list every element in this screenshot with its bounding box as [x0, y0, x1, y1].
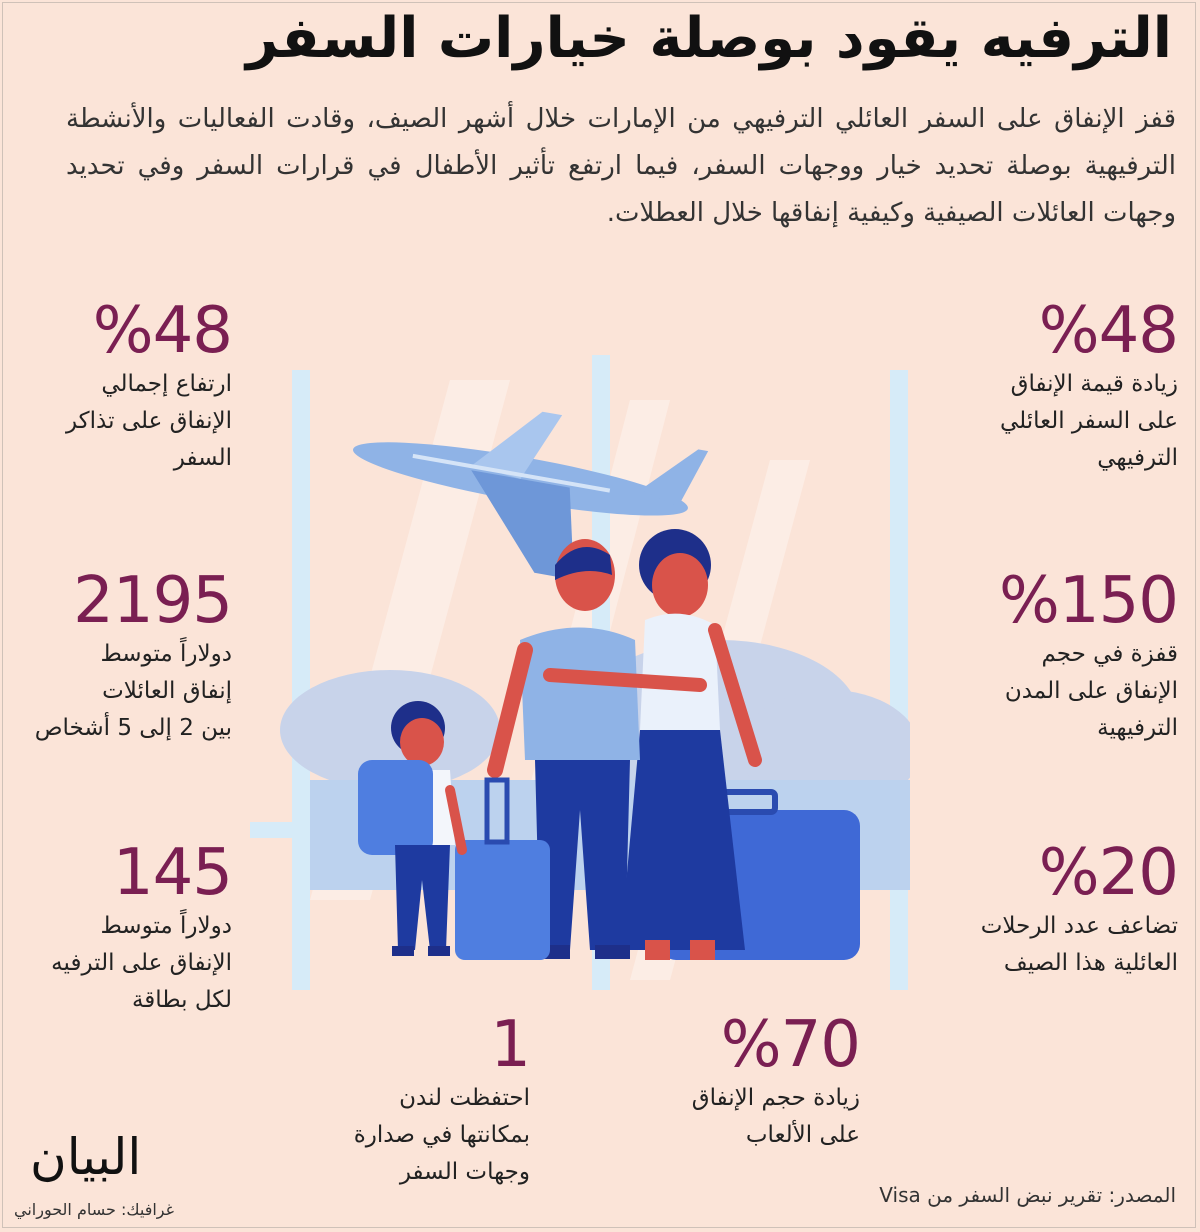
stat-number: %48: [1038, 294, 1178, 368]
stat-family-trips: [981, 838, 1178, 982]
graphic-credit: غرافيك: حسام الحوراني: [14, 1200, 174, 1219]
stat-average-family-spending: [0, 566, 232, 747]
stat-games-spending: [692, 1010, 860, 1154]
page-title: الترفيه يقود بوصلة خيارات السفر: [246, 6, 1172, 71]
window-post-left: [292, 370, 310, 990]
stat-number: 145: [112, 836, 232, 910]
stat-number: %20: [1038, 836, 1178, 910]
small-suitcase: [455, 840, 550, 960]
stat-number: %48: [92, 294, 232, 368]
stat-description: تضاعف عدد الرحلات العائلية هذا الصيف: [980, 913, 1178, 976]
stat-number: 2195: [73, 564, 232, 638]
window-post-right: [890, 370, 908, 990]
stat-description: زيادة قيمة الإنفاق على السفر العائلي الترفيهي: [999, 371, 1178, 471]
stat-ticket-spending: [0, 296, 232, 477]
stat-description: زيادة حجم الإنفاق على الألعاب: [691, 1085, 860, 1148]
stat-description: قفزة في حجم الإنفاق على المدن الترفيهية: [1004, 641, 1178, 741]
backpack: [358, 760, 433, 855]
source-note: المصدر: تقرير نبض السفر من Visa: [879, 1183, 1176, 1207]
stat-number: 1: [490, 1008, 530, 1082]
stat-description: احتفظت لندن بمكانتها في صدارة وجهات السفر: [353, 1085, 530, 1185]
stat-entertainment-cities: [999, 566, 1178, 747]
stat-family-travel-spending: [1000, 296, 1178, 477]
stat-entertainment-per-card: [0, 838, 232, 1019]
family-travel-illustration: [250, 340, 910, 1000]
intro-paragraph: قفز الإنفاق على السفر العائلي الترفيهي من الإمارات خلال أشهر الصيف، وقادت الفعاليات والأنشطة الترفيهية بوصلة تحديد خيار ووجهات السفر، فيما ارتفع تأثير الأطفال في قرارات السفر وفي تحديد وجهات العائلات الصيفية وكيفية إنفاقها خلال العطلات.: [66, 104, 1176, 228]
stat-number: %150: [999, 564, 1178, 638]
stat-description: دولاراً متوسط الإنفاق على الترفيه لكل بطاقة: [51, 913, 232, 1013]
stat-description: ارتفاع إجمالي الإنفاق على تذاكر السفر: [65, 371, 232, 471]
albayan-logo: البيان: [30, 1128, 142, 1186]
stat-description: دولاراً متوسط إنفاق العائلات بين 2 إلى 5 أشخاص: [34, 641, 232, 741]
stat-number: %70: [720, 1008, 860, 1082]
stat-london-rank: [354, 1010, 530, 1191]
